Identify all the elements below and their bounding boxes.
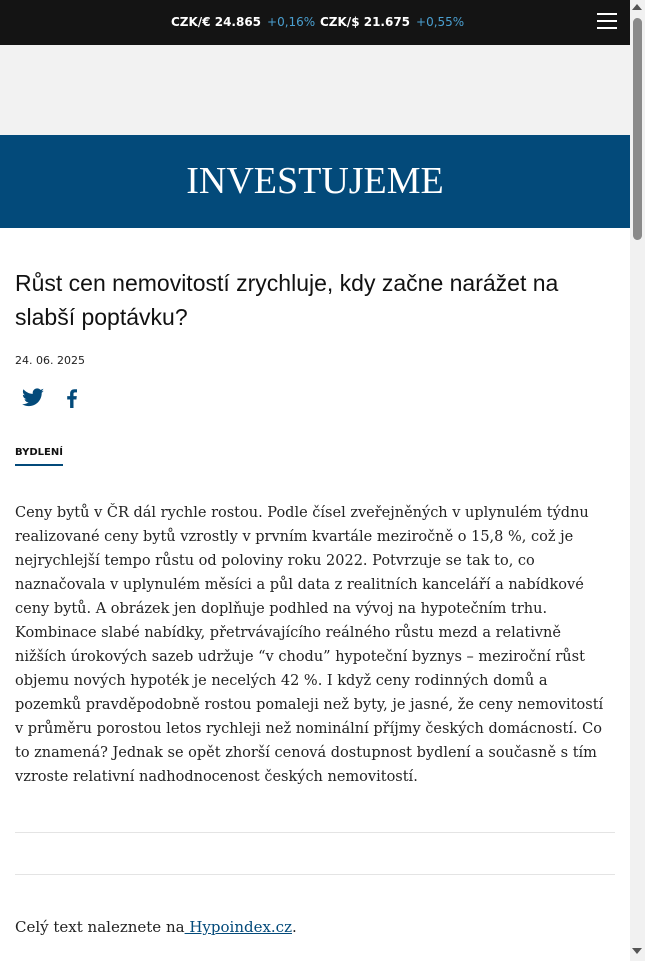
article-body: Ceny bytů v ČR dál rychle rostou. Podle čísel zveřejněných v uplynulém týdnu realizované ceny bytů vzrostly v prvním kvartále meziročně o 15,8 %, což je nejrychlejší tempo růstu od poloviny roku 2022. Potvrzuje se tak to, co naznačovala v uplynulém měsíci a půl data z realitních kanceláří a nabídkové ceny bytů. A obrázek jen doplňuje podhled na vývoj na hypotečním trhu. Kombinace slabé nabídky, přetrvávajícího reálného růstu mezd a relativně nižších úrokových sazeb udržuje “v chodu” hypoteční byznys – meziroční růst objemu nových hypoték je necelých 42 %. I když ceny rodinných domů a pozemků pravděpodobně rostou pomaleji než byty, je jasné, že ceny nemovitostí v průměru porostou letos rychleji než nominální příjmy českých domácností. Co to znamená? Jednak se opět zhorší cenová dostupnost bydlení a současně s tím vzroste relativní nadhodnocenost českých nemovitostí. [15, 505, 604, 785]
scrollbar-thumb[interactable] [633, 18, 642, 240]
ticker-eur-label: CZK/€ 24.865 [171, 15, 262, 29]
category-tag[interactable]: BYDLENÍ [15, 447, 63, 466]
top-bar [0, 0, 630, 45]
ticker-usd-change: +0,55% [416, 15, 465, 29]
article-title: Růst cen nemovitostí zrychluje, kdy začne narážet na slabší poptávku? [15, 270, 559, 330]
ticker-usd [320, 15, 464, 29]
facebook-icon[interactable] [60, 386, 84, 410]
source-line [15, 915, 615, 939]
twitter-icon[interactable] [21, 386, 45, 410]
source-suffix: . [292, 918, 297, 936]
ticker-usd-label: CZK/$ 21.675 [320, 15, 411, 29]
divider [15, 874, 615, 875]
site-logo[interactable]: INVESTUJEME [186, 160, 444, 202]
source-link[interactable]: Hypoindex.cz [184, 918, 292, 936]
scroll-down-arrow-icon[interactable] [632, 948, 642, 954]
ticker-eur [171, 15, 315, 29]
divider [15, 832, 615, 833]
article-date: 24. 06. 2025 [15, 354, 85, 367]
source-prefix: Celý text naleznete na [15, 918, 185, 936]
hamburger-menu-icon[interactable] [597, 13, 617, 31]
ad-space [0, 45, 630, 135]
ticker-eur-change: +0,16% [267, 15, 316, 29]
scroll-up-arrow-icon[interactable] [632, 4, 642, 10]
